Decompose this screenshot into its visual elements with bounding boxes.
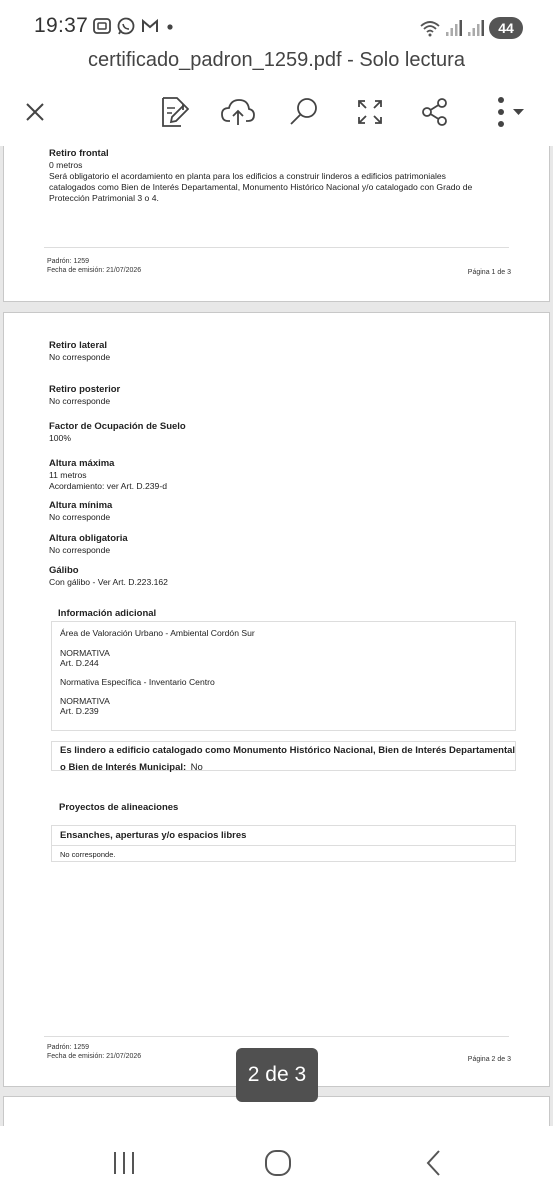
toolbar	[0, 90, 553, 138]
altura-maxima-section	[49, 458, 509, 492]
galibo-value: Con gálibo - Ver Art. D.223.162	[49, 577, 168, 587]
close-icon	[24, 101, 46, 123]
footer-padron: Padrón: 1259	[47, 258, 90, 265]
galibo-section	[49, 565, 509, 588]
pdf-page-1	[3, 146, 550, 302]
normativa-1-value: Art. D.244	[60, 658, 99, 668]
more-icon	[489, 96, 529, 128]
fullscreen-button[interactable]	[350, 90, 390, 134]
area-valoracion: Área de Valoración Urbano - Ambiental Cordón Sur	[60, 628, 255, 638]
altura-obligatoria-value: No corresponde	[49, 545, 111, 555]
search-icon	[288, 96, 320, 128]
ensanches-box	[51, 825, 516, 862]
signal-2-icon	[467, 18, 485, 38]
battery-indicator: 44	[489, 17, 523, 39]
recent-apps-button[interactable]	[104, 1146, 144, 1180]
page-2-footer-number: Página 2 de 3	[467, 1056, 511, 1063]
back-icon	[424, 1149, 444, 1177]
ensanches-label: Ensanches, aperturas y/o espacios libres	[60, 830, 247, 841]
edit-button[interactable]	[154, 90, 194, 134]
search-button[interactable]	[284, 90, 324, 134]
gmail-icon	[140, 16, 160, 36]
retiro-posterior-section	[49, 384, 509, 407]
altura-maxima-value: 11 metros	[49, 470, 87, 480]
ensanches-divider	[52, 845, 515, 846]
retiro-frontal-text-2: catalogados como Bien de Interés Departamental, Monumento Histórico Nacional y/o catalogado con Grado de	[49, 182, 473, 192]
edit-icon	[159, 96, 189, 128]
footer-padron: Padrón: 1259	[47, 1044, 90, 1051]
altura-minima-value: No corresponde	[49, 512, 111, 522]
upload-cloud-icon	[220, 97, 256, 127]
proyectos-title: Proyectos de alineaciones	[59, 802, 179, 813]
normativa-2-value: Art. D.239	[60, 706, 99, 716]
retiro-frontal-text-1: Será obligatorio el acordamiento en planta para los edificios a construir linderos a edificios patrimoniales	[49, 171, 446, 181]
retiro-lateral-section	[49, 340, 509, 363]
more-options-button[interactable]	[482, 90, 536, 134]
retiro-lateral-value: No corresponde	[49, 352, 111, 362]
fullscreen-icon	[356, 98, 384, 126]
altura-obligatoria-section	[49, 533, 509, 556]
footer-fecha: Fecha de emisión: 21/07/2026	[47, 267, 142, 274]
ensanches-value: No corresponde.	[60, 850, 116, 859]
navigation-bar	[0, 1126, 553, 1200]
share-button[interactable]	[415, 90, 455, 134]
wifi-icon	[419, 18, 441, 38]
normativa-1-label: NORMATIVA	[60, 648, 110, 658]
status-right	[419, 17, 523, 39]
document-title: certificado_padron_1259.pdf - Solo lectura	[88, 49, 465, 71]
altura-minima-label: Altura mínima	[49, 500, 113, 511]
lindero-question-1: Es lindero a edificio catalogado como Monumento Histórico Nacional, Bien de Interés Departamental	[60, 745, 516, 756]
home-icon	[264, 1149, 292, 1177]
altura-maxima-acordamiento: Acordamiento: ver Art. D.239-d	[49, 481, 167, 491]
page-1-footer-meta	[47, 257, 141, 275]
page-2-footer-meta	[47, 1043, 141, 1061]
page-indicator: 2 de 3	[236, 1048, 318, 1102]
pdf-page-2	[3, 312, 550, 1087]
signal-icon	[445, 18, 463, 38]
pdf-viewer[interactable]	[0, 146, 553, 1126]
retiro-frontal-label: Retiro frontal	[49, 148, 109, 159]
screenshot-icon	[92, 16, 112, 36]
notification-dot-icon	[164, 16, 176, 36]
footer-fecha: Fecha de emisión: 21/07/2026	[47, 1053, 142, 1060]
recent-apps-icon	[111, 1150, 137, 1176]
footer-divider	[44, 1036, 509, 1037]
lindero-row	[60, 757, 203, 775]
retiro-lateral-label: Retiro lateral	[49, 340, 108, 351]
lindero-answer: No	[190, 762, 203, 773]
informacion-adicional-title: Información adicional	[58, 608, 157, 619]
upload-button[interactable]	[218, 90, 258, 134]
normativa-2-label: NORMATIVA	[60, 696, 110, 706]
retiro-frontal-text-3: Protección Patrimonial 3 o 4.	[49, 193, 159, 203]
home-button[interactable]	[258, 1146, 298, 1180]
retiro-frontal-value: 0 metros	[49, 160, 83, 170]
retiro-posterior-label: Retiro posterior	[49, 384, 121, 395]
altura-obligatoria-label: Altura obligatoria	[49, 533, 128, 544]
footer-divider	[44, 247, 509, 248]
informacion-adicional-box	[51, 621, 516, 731]
normativa-especifica: Normativa Específica - Inventario Centro	[60, 677, 215, 687]
altura-minima-section	[49, 500, 509, 523]
lindero-box	[51, 741, 516, 771]
altura-maxima-label: Altura máxima	[49, 458, 115, 469]
page-1-footer-number: Página 1 de 3	[467, 269, 511, 276]
status-bar	[0, 0, 553, 56]
fos-label: Factor de Ocupación de Suelo	[49, 421, 186, 432]
lindero-question-2: o Bien de Interés Municipal:	[60, 762, 187, 773]
back-button[interactable]	[414, 1146, 454, 1180]
status-time: 19:37	[34, 14, 89, 37]
galibo-label: Gálibo	[49, 565, 79, 576]
fos-value: 100%	[49, 433, 71, 443]
whatsapp-icon	[116, 16, 136, 36]
retiro-posterior-value: No corresponde	[49, 396, 111, 406]
close-button[interactable]	[15, 90, 55, 134]
notification-icons	[92, 16, 176, 36]
share-icon	[420, 97, 450, 127]
retiro-frontal-section	[49, 148, 509, 204]
fos-section	[49, 421, 509, 444]
